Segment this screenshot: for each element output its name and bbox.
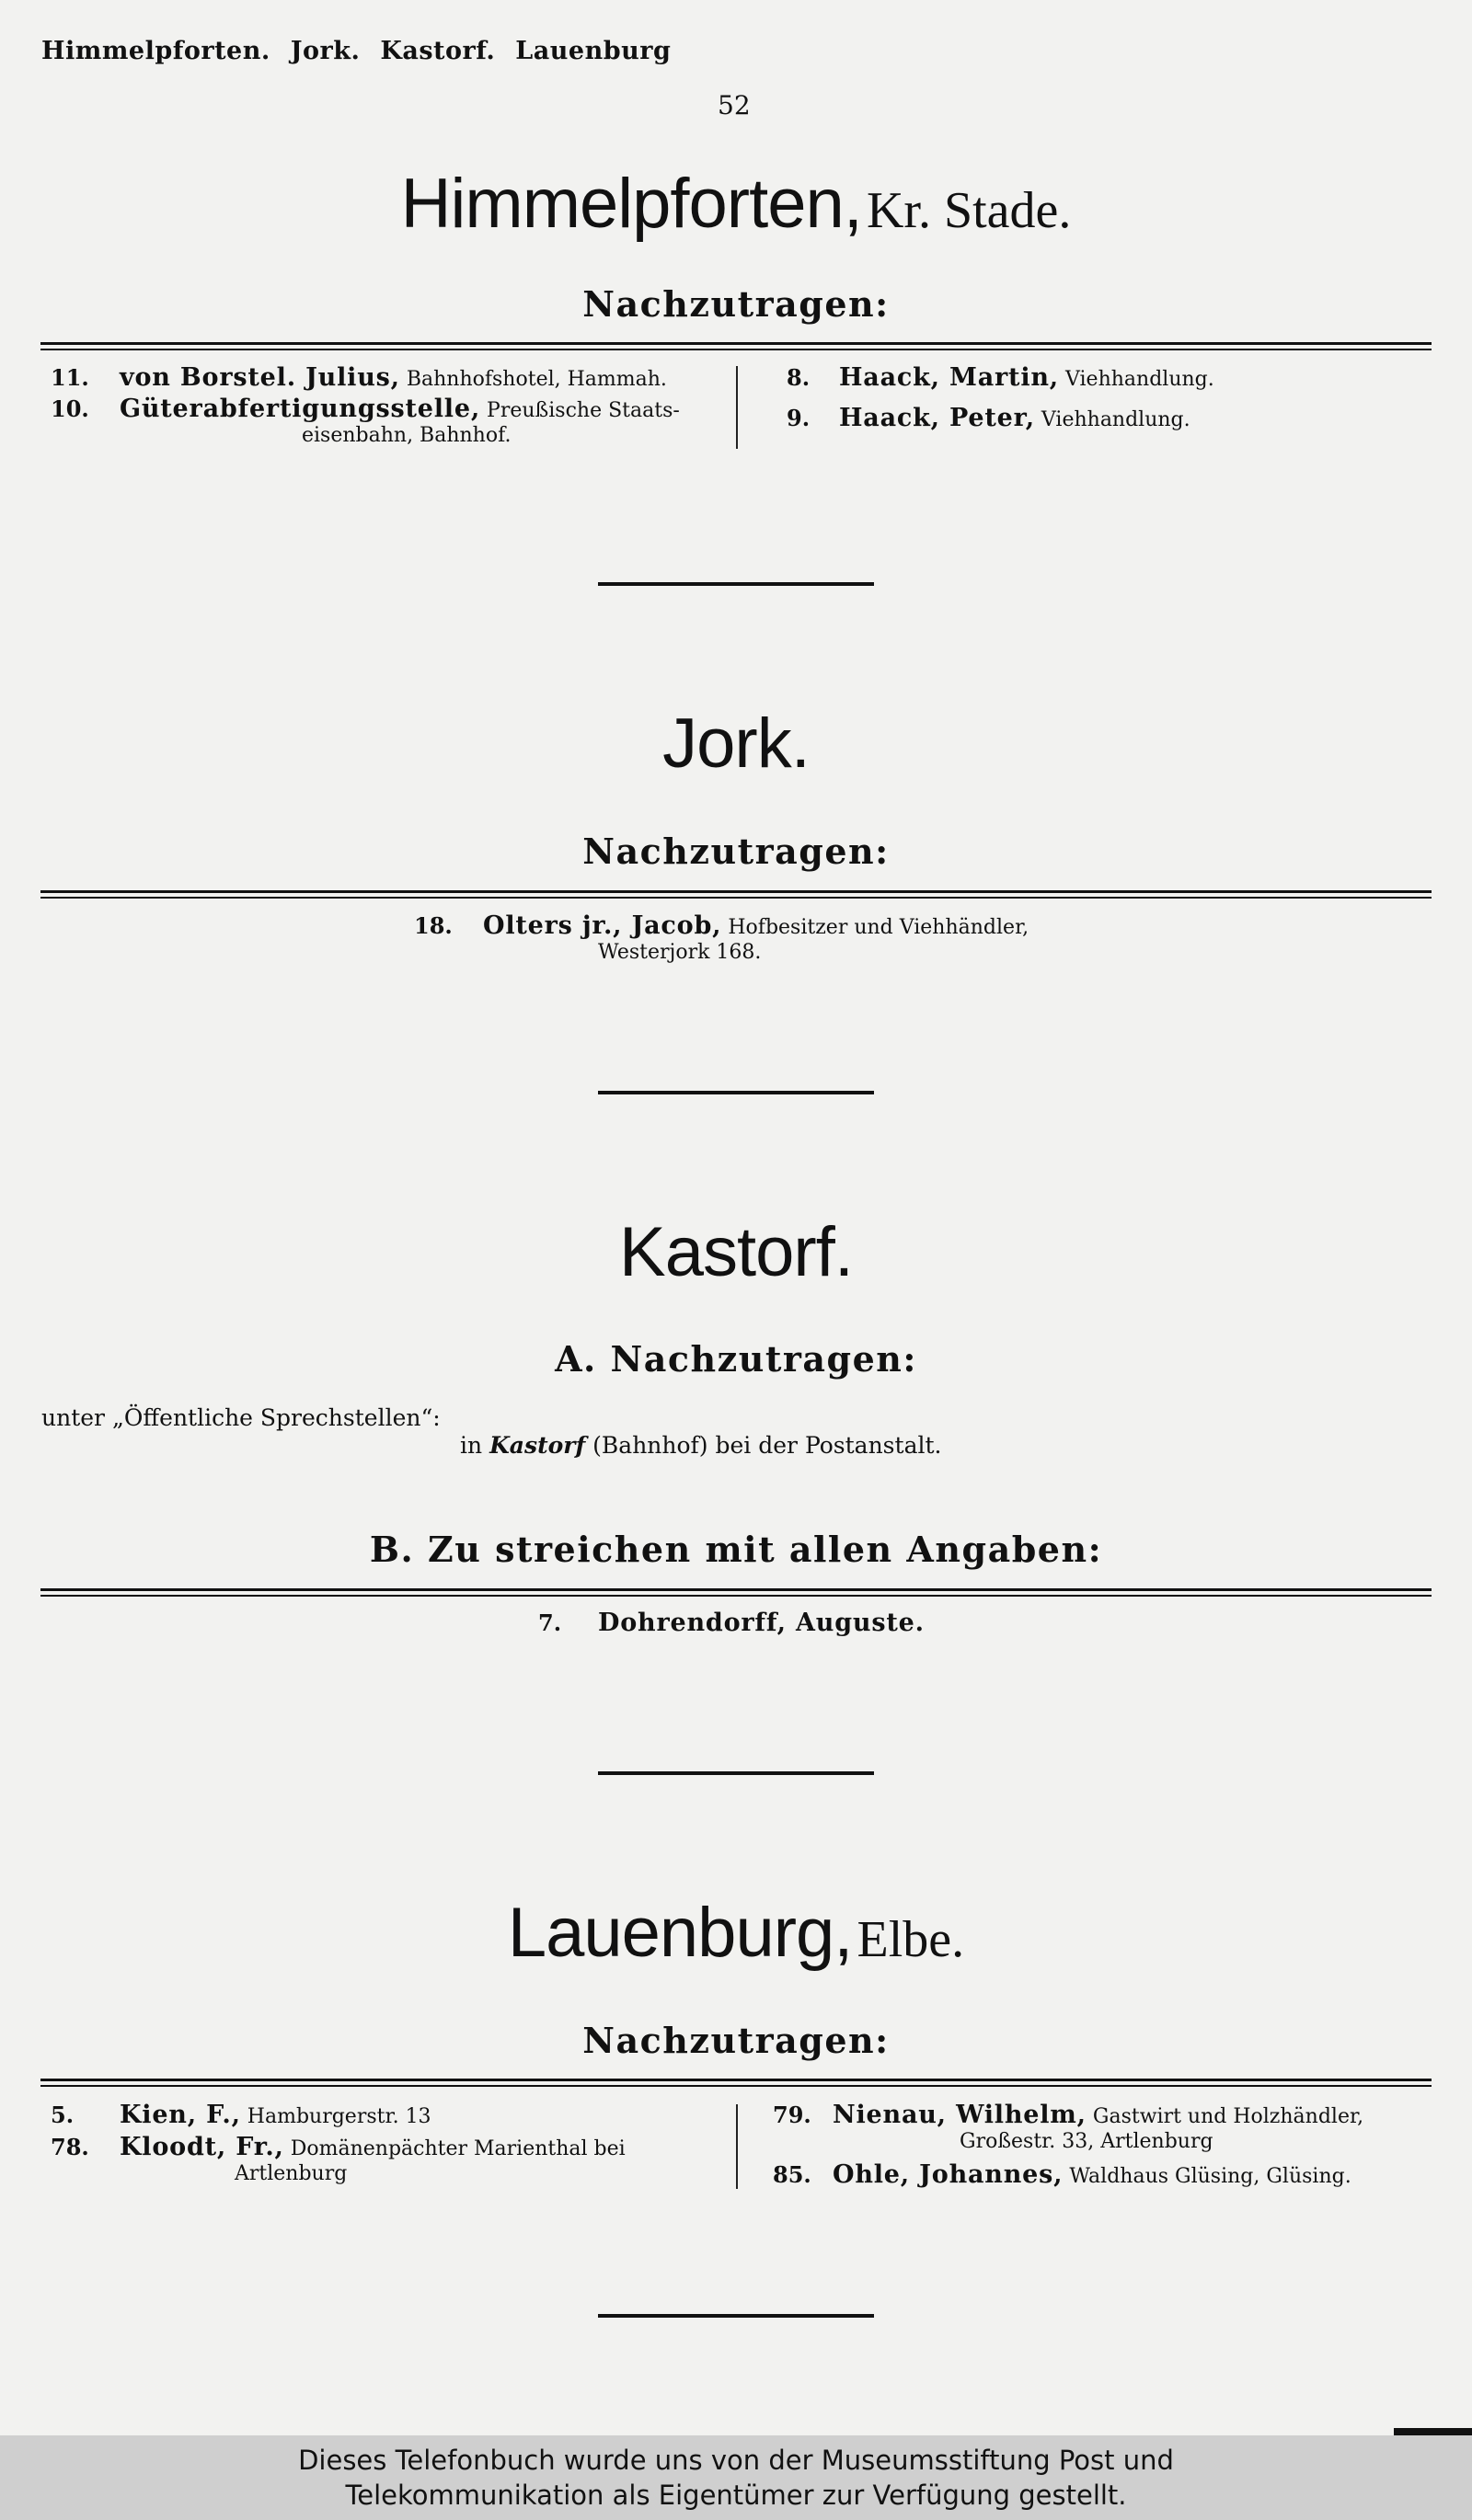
footer-banner xyxy=(0,2435,1472,2520)
page-number: 52 xyxy=(718,90,751,120)
double-rule xyxy=(40,890,1432,899)
column-divider xyxy=(736,2104,738,2189)
list-item: 79. Nienau, Wilhelm, Gastwirt und Holzhändler, xyxy=(773,2101,1364,2129)
note-category: unter „Öffentliche Sprechstellen“: xyxy=(41,1404,441,1431)
running-head-town: Kastorf. xyxy=(380,37,496,65)
town-title-kastorf: Kastorf. xyxy=(619,1213,853,1291)
section-heading-b: B. Zu streichen mit allen Angaben: xyxy=(369,1529,1103,1570)
double-rule xyxy=(40,342,1432,350)
town-title-lauenburg: Lauenburg, Elbe. xyxy=(507,1894,965,1972)
section-heading-nachzutragen: Nachzutragen: xyxy=(582,283,890,325)
running-head xyxy=(41,37,691,65)
section-separator xyxy=(598,1091,874,1094)
section-heading-nachzutragen: Nachzutragen: xyxy=(582,830,890,872)
section-separator xyxy=(598,582,874,586)
scan-edge-mark xyxy=(1394,2428,1472,2435)
running-head-town: Himmelpforten. xyxy=(41,37,270,65)
section-separator xyxy=(598,1771,874,1775)
list-item: 8. Haack, Martin, Viehhandlung. xyxy=(787,363,1214,392)
column-divider xyxy=(736,366,738,449)
list-item: 5. Kien, F., Hamburgerstr. 13 xyxy=(51,2101,431,2129)
list-item: 11. von Borstel. Julius, Bahnhofshotel, Hammah. xyxy=(51,363,667,392)
list-item: 85. Ohle, Johannes, Waldhaus Glüsing, Glüsing. xyxy=(773,2160,1351,2189)
entry-continuation: Artlenburg xyxy=(235,2162,348,2185)
section-heading-a: A. Nachzutragen: xyxy=(555,1338,917,1380)
town-title-himmelpforten: Himmelpforten, Kr. Stade. xyxy=(400,165,1072,243)
list-item: 78. Kloodt, Fr., Domänenpächter Marienthal bei xyxy=(51,2133,626,2161)
list-item: 18. Olters jr., Jacob, Hofbesitzer und Viehhändler, xyxy=(414,911,1029,940)
double-rule xyxy=(40,1588,1432,1597)
running-head-town: Jork. xyxy=(290,37,361,65)
section-separator xyxy=(598,2314,874,2318)
section-heading-nachzutragen: Nachzutragen: xyxy=(582,2020,890,2061)
list-item: 9. Haack, Peter, Viehhandlung. xyxy=(787,404,1190,432)
footer-line: Dieses Telefonbuch wurde uns von der Museumsstiftung Post und xyxy=(298,2445,1174,2476)
double-rule xyxy=(40,2079,1432,2087)
entry-continuation: Westerjork 168. xyxy=(598,941,762,964)
note-detail: in Kastorf (Bahnhof) bei der Postanstalt. xyxy=(460,1432,942,1459)
running-head-town: Lauenburg xyxy=(515,37,672,65)
list-item: 10. Güterabfertigungsstelle, Preußische Staats- xyxy=(51,395,680,423)
town-title-jork: Jork. xyxy=(662,704,810,783)
list-item: 7. Dohrendorff, Auguste. xyxy=(538,1609,925,1637)
entry-continuation: eisenbahn, Bahnhof. xyxy=(302,424,512,447)
entry-continuation: Großestr. 33, Artlenburg xyxy=(960,2130,1213,2153)
footer-line: Telekommunikation als Eigentümer zur Verfügung gestellt. xyxy=(345,2480,1127,2511)
